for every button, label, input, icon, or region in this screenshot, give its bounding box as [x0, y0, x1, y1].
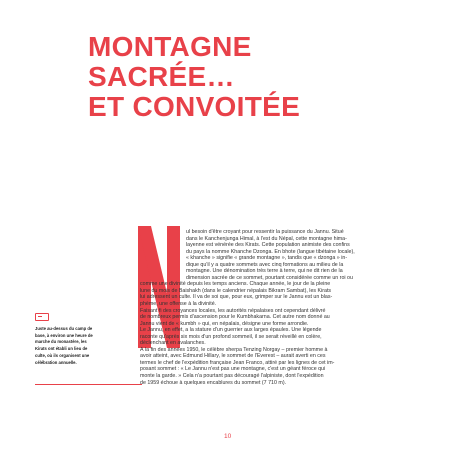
- caption-line: Kirats ont établi un lieu de: [35, 346, 88, 352]
- body-line: dique qu'il y a quatre sommets avec cinq formations au milieu de la: [186, 261, 344, 268]
- body-line: dans le Kanchenjunga Himal, à l'est du Népal, cette montagne hima-: [186, 235, 347, 242]
- body-line: « khanche » signifie « grande montagne », tandis que « dzonga » in-: [186, 255, 348, 262]
- body-line: de nombreux permis d'ascension pour le Kumbhakarna. Cet autre nom donné au: [140, 314, 330, 321]
- caption-divider: [35, 384, 142, 385]
- body-line: montagne. Une dénomination très terre à terre, qui ne dit rien de la: [186, 268, 343, 275]
- article-body: [140, 229, 362, 386]
- body-line: avoir atteint, avec Edmund Hillary, le sommet de l'Everest – aurait averti en ces: [140, 353, 326, 360]
- body-line: déclenchant en avalanches.: [140, 340, 206, 347]
- body-line: termes le chef de l'expédition française Jean Franco, attiré par les lignes de cet im-: [140, 359, 335, 366]
- photo-caption-icon: [35, 313, 49, 321]
- title-line: SACRÉE…: [88, 61, 235, 92]
- body-line: posant sommet : « Le Jannu n'est pas une montagne, c'est un géant féroce qui: [140, 366, 326, 373]
- body-line: phème, une offense à la divinité.: [140, 301, 217, 308]
- body-line: monte la garde. » Cela n'a pourtant pas découragé l'alpiniste, dont l'expédition: [140, 373, 324, 380]
- body-line: raconte qu'après six mois d'un profond sommeil, il se serait réveillé en colère,: [140, 333, 322, 340]
- body-line: comme une divinité depuis les temps anciens. Chaque année, le jour de la pleine: [140, 281, 331, 288]
- title-line: ET CONVOITÉE: [88, 91, 301, 122]
- body-line: de 1959 échoue à quelques encablures du sommet (7 710 m).: [140, 379, 287, 386]
- page-number: 10: [224, 433, 232, 440]
- body-line: Faisant fi des croyances locales, les autorités népalaises ont cependant délivré: [140, 307, 326, 314]
- caption-line: Juste au-dessus du camp de: [35, 326, 93, 331]
- photo-caption: [35, 313, 127, 366]
- body-line: Le Jannu, en effet, a la stature d'un guerrier aux larges épaules. Une légende: [140, 327, 322, 334]
- article-title: [88, 32, 300, 122]
- body-line: dimension sacrée de ce sommet, pourtant considérée comme un roi ou: [186, 274, 353, 281]
- body-line: layenne est vénérée des Kirats. Cette population animiste des confins: [186, 242, 350, 249]
- body-line: lune du mois de Baishakh (dans le calendrier népalais Bikram Sambat), les Kirats: [140, 287, 332, 294]
- caption-line: marche du monastère, les: [35, 339, 87, 345]
- caption-line: base, à environ une heure de: [35, 332, 93, 338]
- body-line: ul besoin d'être croyant pour ressentir la puissance du Jannu. Situé: [186, 229, 344, 235]
- caption-line: culte, où ils organisent une: [35, 352, 90, 358]
- title-line: MONTAGNE: [88, 31, 252, 62]
- caption-text: [35, 326, 127, 366]
- caption-line: célébration annuelle.: [35, 359, 77, 365]
- body-line: Jannu vient de « kumbh » qui, en népalais, désigne une forme arrondie.: [140, 320, 309, 327]
- body-line: du pays la nomme Khanche Dzonga. En bhote (langue tibétaine locale),: [186, 248, 355, 255]
- body-line: À la fin des années 1950, le célèbre sherpa Tenzing Norgay – premier homme à: [140, 346, 328, 353]
- body-line: lui adressent un culte. Il va de soi que, pour eux, grimper sur le Jannu est un blas-: [140, 294, 333, 301]
